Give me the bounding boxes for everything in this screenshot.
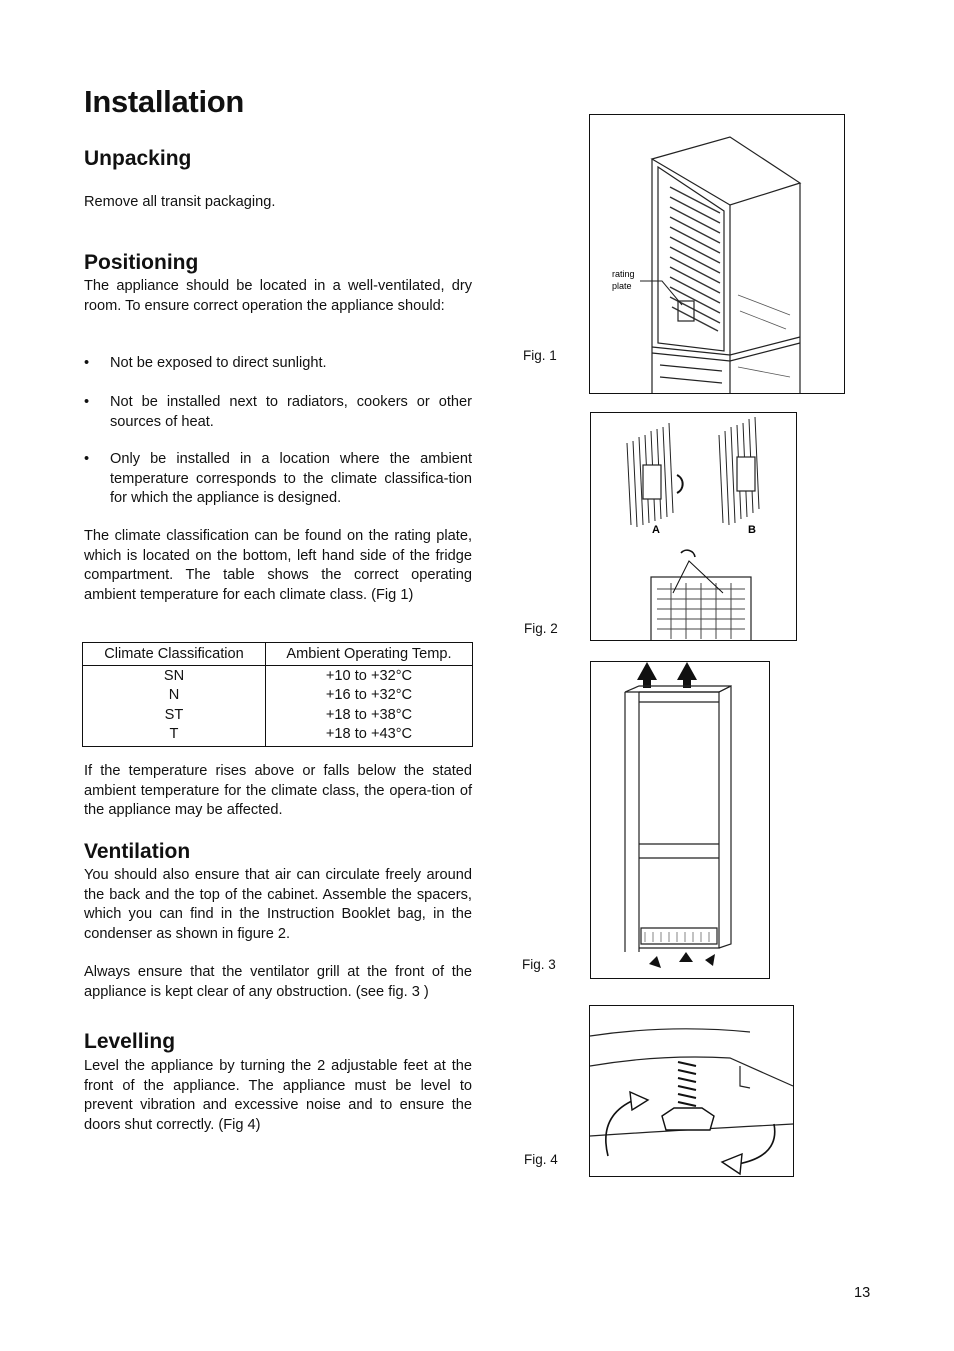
- temp-range: +18 to +43°C: [325, 726, 413, 743]
- table-header: Ambient Operating Temp.: [266, 643, 473, 666]
- fig1-label: Fig. 1: [523, 348, 557, 363]
- bullet-item: [84, 354, 472, 374]
- airflow-up-arrow-icon: [677, 662, 697, 688]
- table-header: Climate Classification: [83, 643, 266, 666]
- airflow-drawing: [591, 662, 769, 978]
- ventilation-text-1: You should also ensure that air can circulate freely around the back and the top of the cabinet. Assemble the spacers, which you can find in the Instruction Booklet bag, in the condenser as shown in figure 2.: [84, 867, 472, 942]
- rotate-arrow-icon: [606, 1100, 634, 1156]
- heading-positioning: Positioning: [84, 251, 199, 274]
- table-header-row: [83, 643, 473, 666]
- table-row: [83, 666, 473, 747]
- rating-plate-callout-1: rating: [612, 269, 635, 279]
- condenser-spacer-drawing: [591, 413, 796, 640]
- climate-text: The climate classification can be found on the rating plate, which is located on the bottom, left hand side of the fridge compartment. The table shows the correct operating ambient temperature for each climate class. (Fig 1): [84, 528, 472, 603]
- airflow-up-arrow-icon: [679, 952, 693, 962]
- fig1-illustration: [589, 114, 845, 394]
- table-cell: [266, 666, 473, 747]
- fig2-label-b: B: [748, 524, 756, 536]
- climate-class: SN: [163, 668, 185, 684]
- fridge-interior-drawing: [590, 115, 844, 393]
- bullet-text: Not be exposed to direct sunlight.: [110, 355, 327, 371]
- ventilation-text-2: Always ensure that the ventilator grill at the front of the appliance is kept clear of any obstruction. (see fig. 3 ): [84, 964, 472, 1000]
- fig4-illustration: [589, 1005, 794, 1177]
- bullet-item: [84, 450, 472, 509]
- temp-range: +16 to +32°C: [325, 687, 413, 704]
- heading-levelling: Levelling: [84, 1030, 176, 1053]
- after-table-text: If the temperature rises above or falls below the stated ambient temperature for the climate class, the opera-tion of the appliance may be affected.: [84, 763, 472, 818]
- page-number: 13: [854, 1285, 871, 1301]
- bullet-icon: •: [84, 355, 90, 371]
- fig2-label: Fig. 2: [524, 621, 558, 636]
- heading-unpacking: Unpacking: [84, 147, 192, 170]
- fig2-label-a: A: [652, 524, 660, 536]
- page-title: Installation: [84, 84, 245, 119]
- adjustable-foot-drawing: [590, 1006, 793, 1176]
- bullet-text: Only be installed in a location where the ambient temperature corresponds to the climate classifica-tion for which the appliance is designed.: [110, 451, 472, 506]
- airflow-arrow-icon: [705, 954, 715, 966]
- bullet-text: Not be installed next to radiators, cookers or other sources of heat.: [110, 394, 472, 430]
- fig4-label: Fig. 4: [524, 1152, 558, 1167]
- airflow-up-arrow-icon: [637, 662, 657, 688]
- fig2-illustration: [590, 412, 797, 641]
- unpacking-text: Remove all transit packaging.: [84, 194, 276, 210]
- rating-plate-callout-2: plate: [612, 281, 632, 291]
- positioning-intro: The appliance should be located in a well-ventilated, dry room. To ensure correct operation the appliance should:: [84, 278, 472, 314]
- heading-ventilation: Ventilation: [84, 840, 191, 863]
- climate-table: [82, 642, 473, 747]
- bullet-icon: •: [84, 451, 90, 467]
- rotate-arrow-icon: [738, 1124, 775, 1164]
- climate-class: ST: [164, 706, 184, 723]
- fig3-illustration: [590, 661, 770, 979]
- bullet-icon: •: [84, 394, 90, 410]
- airflow-arrow-icon: [649, 956, 661, 968]
- levelling-text: Level the appliance by turning the 2 adjustable feet at the front of the appliance. The appliance must be level to prevent vibration and excessive noise and to ensure the doors shut correctly. (Fig 4): [84, 1058, 472, 1133]
- climate-class: N: [168, 687, 180, 704]
- temp-range: +10 to +32°C: [325, 668, 413, 684]
- climate-class: T: [169, 726, 179, 743]
- temp-range: +18 to +38°C: [325, 706, 413, 723]
- table-cell: [83, 666, 266, 747]
- fig3-label: Fig. 3: [522, 957, 556, 972]
- bullet-item: [84, 393, 472, 432]
